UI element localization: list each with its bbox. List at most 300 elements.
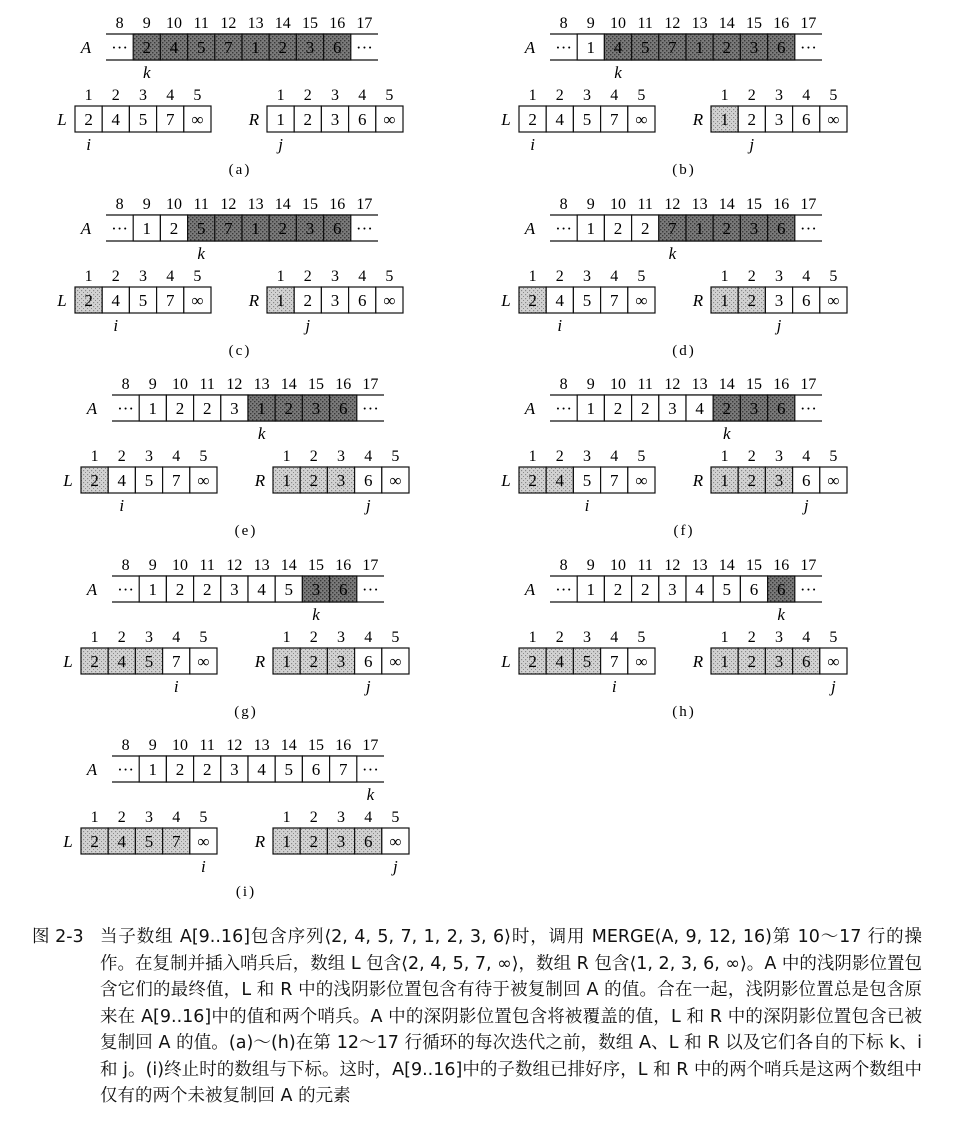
- panel-b: [500, 15, 847, 178]
- array-l-index-label: 4: [172, 809, 181, 826]
- array-a-index-label: 10: [172, 376, 188, 393]
- array-a-cell-value: 3: [230, 399, 239, 418]
- array-a-index-label: 16: [329, 15, 346, 32]
- array-l-label: L: [63, 832, 73, 851]
- array-a-index-label: 14: [718, 196, 735, 213]
- array-r-index-label: 2: [747, 268, 756, 285]
- array-a-cell-value: 2: [284, 399, 294, 418]
- array-a-index-label: 13: [253, 737, 270, 754]
- array-r-cell-value: ∞: [389, 652, 402, 671]
- panel-label: (f): [673, 523, 695, 539]
- array-r-index-label: 3: [337, 809, 345, 826]
- array-r-index-label: 2: [303, 268, 312, 285]
- array-l-cell-value: ∞: [635, 291, 648, 310]
- array-a-cell-value: 7: [668, 219, 677, 238]
- array-a-label: A: [80, 219, 92, 238]
- array-a-cell-value: 6: [338, 399, 348, 418]
- array-a-index-label: 8: [559, 196, 568, 213]
- array-r-index-label: 2: [309, 448, 318, 465]
- array-a-index-label: 11: [199, 376, 215, 393]
- k-marker: k: [366, 785, 375, 804]
- array-l-cell-value: 4: [555, 652, 565, 671]
- array-a-index-label: 13: [253, 557, 270, 574]
- array-l-cell-value: 5: [138, 110, 148, 129]
- array-l-index-label: 2: [117, 629, 126, 646]
- array-a-cell-value: 4: [257, 580, 266, 599]
- array-a-cell-value: 2: [169, 219, 179, 238]
- array-a-index-label: 15: [746, 15, 762, 32]
- k-marker: k: [777, 605, 785, 624]
- array-l-index-label: 3: [145, 448, 153, 465]
- array-l-cell-value: 2: [84, 110, 93, 129]
- array-a-ellipsis: ···: [799, 38, 817, 57]
- array-l-cell-value: ∞: [197, 652, 210, 671]
- array-l-index-label: 3: [583, 629, 591, 646]
- array-l-index-label: 2: [555, 629, 564, 646]
- array-l-cell-value: 4: [111, 291, 121, 310]
- array-a-cell-value: 2: [175, 580, 185, 599]
- array-a-index-label: 10: [610, 196, 626, 213]
- array-r-cell-value: 1: [282, 471, 291, 490]
- array-r-index-label: 3: [337, 448, 345, 465]
- array-r-index-label: 3: [775, 87, 783, 104]
- array-l-index-label: 5: [199, 809, 208, 826]
- array-l-cell-value: ∞: [635, 110, 648, 129]
- array-a-cell-value: 5: [284, 760, 294, 779]
- array-a-index-label: 13: [247, 15, 264, 32]
- array-l-cell-value: 5: [144, 832, 154, 851]
- array-a-index-label: 9: [586, 15, 595, 32]
- array-l-index-label: 5: [199, 629, 208, 646]
- array-r-index-label: 3: [775, 268, 783, 285]
- array-l-label: L: [63, 652, 73, 671]
- array-r-cell-value: ∞: [383, 110, 396, 129]
- array-a-index-label: 8: [121, 737, 130, 754]
- array-a-cell-value: 6: [776, 219, 786, 238]
- array-a-index-label: 14: [718, 557, 735, 574]
- array-a-cell-value: 6: [338, 580, 348, 599]
- array-l-index-label: 3: [583, 448, 591, 465]
- panel-label: (a): [228, 162, 252, 178]
- array-l-cell-value: 4: [117, 471, 127, 490]
- array-a-index-label: 12: [226, 557, 243, 574]
- array-l-index-label: 2: [117, 809, 126, 826]
- array-a-index-label: 13: [247, 196, 264, 213]
- array-a-index-label: 8: [559, 15, 568, 32]
- array-l-index-label: 2: [111, 87, 120, 104]
- array-l-cell-value: 2: [84, 291, 93, 310]
- array-l-cell-value: 2: [528, 652, 537, 671]
- array-l-cell-value: 2: [528, 110, 537, 129]
- array-l-index-label: 1: [90, 809, 99, 826]
- array-a-cell-value: 3: [749, 219, 759, 238]
- j-marker: j: [776, 316, 782, 335]
- array-l-index-label: 1: [528, 268, 537, 285]
- array-r-index-label: 3: [337, 629, 345, 646]
- array-a-index-label: 17: [362, 376, 379, 393]
- array-a-cell-value: 1: [251, 38, 260, 57]
- i-marker: i: [557, 316, 563, 335]
- k-marker: k: [668, 244, 677, 263]
- array-a-index-label: 15: [302, 196, 318, 213]
- array-a-index-label: 13: [691, 557, 708, 574]
- array-l-index-label: 2: [555, 448, 564, 465]
- k-marker: k: [197, 244, 205, 263]
- array-r-index-label: 5: [829, 87, 838, 104]
- array-a-cell-value: 6: [332, 38, 342, 57]
- array-a-index-label: 17: [362, 737, 379, 754]
- array-a-index-label: 8: [121, 376, 130, 393]
- panels-root: [56, 15, 847, 900]
- array-a-index-label: 16: [773, 15, 790, 32]
- array-r-cell-value: ∞: [827, 471, 840, 490]
- array-r-cell-value: 1: [282, 652, 291, 671]
- array-l-index-label: 1: [84, 87, 93, 104]
- array-r-index-label: 4: [364, 629, 373, 646]
- k-marker: k: [614, 63, 622, 82]
- array-a-cell-value: 5: [196, 38, 206, 57]
- array-a-ellipsis: ···: [355, 219, 373, 238]
- array-l-index-label: 5: [199, 448, 208, 465]
- array-a-cell-value: 3: [230, 760, 239, 779]
- array-a-index-label: 12: [226, 737, 243, 754]
- array-r-index-label: 1: [720, 448, 729, 465]
- array-l-cell-value: 4: [555, 471, 565, 490]
- array-a-cell-value: 1: [586, 38, 596, 57]
- panel-f: [500, 376, 847, 539]
- array-a-index-label: 15: [302, 15, 318, 32]
- array-a-index-label: 16: [335, 557, 352, 574]
- i-marker: i: [119, 496, 125, 515]
- array-l-index-label: 1: [90, 629, 99, 646]
- array-r-cell-value: 2: [747, 652, 757, 671]
- array-a-ellipsis: ···: [555, 580, 573, 599]
- i-marker: i: [113, 316, 119, 335]
- array-a-index-label: 13: [691, 376, 708, 393]
- array-a-index-label: 17: [356, 15, 373, 32]
- array-a-index-label: 14: [280, 557, 297, 574]
- array-a-cell-value: 2: [142, 38, 152, 57]
- array-r-cell-value: 6: [363, 471, 373, 490]
- array-l-label: L: [501, 471, 511, 490]
- array-a-index-label: 9: [586, 196, 595, 213]
- array-a-index-label: 15: [308, 557, 324, 574]
- array-a-cell-value: 1: [148, 399, 158, 418]
- array-a-cell-value: 2: [202, 580, 212, 599]
- array-r-cell-value: 2: [303, 291, 313, 310]
- array-a-index-label: 10: [172, 557, 188, 574]
- array-l-cell-value: 2: [90, 652, 99, 671]
- array-l-index-label: 1: [90, 448, 99, 465]
- array-a-cell-value: 5: [722, 580, 732, 599]
- array-r-index-label: 5: [385, 87, 394, 104]
- array-a-label: A: [524, 580, 536, 599]
- i-marker: i: [86, 135, 91, 154]
- array-l-cell-value: 7: [609, 652, 619, 671]
- array-a-index-label: 17: [356, 196, 373, 213]
- array-r-label: R: [254, 652, 266, 671]
- array-a-ellipsis: ···: [799, 219, 817, 238]
- array-r-cell-value: ∞: [383, 291, 396, 310]
- array-r-cell-value: 6: [357, 291, 367, 310]
- array-a-cell-value: 2: [278, 219, 288, 238]
- array-r-index-label: 1: [282, 809, 291, 826]
- array-l-cell-value: 4: [111, 110, 121, 129]
- array-r-cell-value: 1: [720, 110, 729, 129]
- array-l-index-label: 4: [172, 629, 181, 646]
- array-r-cell-value: 2: [747, 471, 757, 490]
- array-a-cell-value: 2: [640, 580, 650, 599]
- array-a-cell-value: 7: [338, 760, 348, 779]
- panel-label: (b): [672, 162, 696, 178]
- array-r-cell-value: ∞: [389, 832, 402, 851]
- array-a-index-label: 9: [586, 376, 595, 393]
- panel-i: [62, 737, 409, 900]
- array-r-index-label: 1: [720, 629, 729, 646]
- array-r-cell-value: 1: [276, 110, 285, 129]
- array-a-index-label: 16: [329, 196, 346, 213]
- array-r-index-label: 1: [282, 448, 291, 465]
- array-a-label: A: [80, 38, 92, 57]
- array-a-ellipsis: ···: [555, 38, 573, 57]
- array-r-cell-value: 2: [309, 652, 319, 671]
- array-a-cell-value: 4: [257, 760, 266, 779]
- array-l-cell-value: 7: [171, 652, 181, 671]
- array-a-cell-value: 3: [668, 580, 677, 599]
- array-r-cell-value: 3: [774, 110, 784, 129]
- array-r-cell-value: 3: [330, 291, 340, 310]
- array-l-index-label: 5: [637, 87, 646, 104]
- array-r-cell-value: 6: [801, 291, 811, 310]
- array-l-index-label: 1: [528, 87, 537, 104]
- array-a-index-label: 15: [308, 376, 324, 393]
- array-l-cell-value: 4: [117, 832, 127, 851]
- array-a-cell-value: 2: [278, 38, 288, 57]
- array-r-cell-value: 3: [774, 291, 784, 310]
- array-a-cell-value: 1: [695, 219, 704, 238]
- i-marker: i: [201, 857, 206, 876]
- panel-label: (d): [672, 343, 696, 359]
- array-a-index-label: 11: [199, 737, 215, 754]
- array-l-cell-value: 7: [165, 110, 175, 129]
- array-a-label: A: [524, 399, 536, 418]
- array-a-ellipsis: ···: [361, 399, 379, 418]
- array-a-cell-value: 2: [722, 38, 732, 57]
- array-l-cell-value: ∞: [191, 110, 204, 129]
- array-a-label: A: [86, 399, 98, 418]
- j-marker: j: [831, 677, 836, 696]
- k-marker: k: [143, 63, 151, 82]
- array-r-label: R: [254, 832, 266, 851]
- array-l-cell-value: 7: [609, 471, 619, 490]
- array-r-index-label: 4: [802, 629, 811, 646]
- array-r-index-label: 2: [747, 629, 756, 646]
- array-a-cell-value: 2: [202, 760, 212, 779]
- array-r-label: R: [692, 110, 704, 129]
- array-r-cell-value: ∞: [389, 471, 402, 490]
- array-a-ellipsis: ···: [117, 760, 135, 779]
- j-marker: j: [803, 496, 809, 515]
- array-a-index-label: 17: [800, 557, 817, 574]
- array-r-cell-value: 2: [309, 832, 319, 851]
- array-l-cell-value: 2: [90, 471, 99, 490]
- array-r-cell-value: ∞: [827, 110, 840, 129]
- array-r-index-label: 5: [829, 268, 838, 285]
- array-r-index-label: 3: [775, 629, 783, 646]
- array-a-label: A: [86, 760, 98, 779]
- array-a-cell-value: 4: [169, 38, 179, 57]
- array-r-cell-value: 2: [747, 291, 757, 310]
- array-a-index-label: 11: [637, 196, 653, 213]
- array-a-ellipsis: ···: [111, 219, 129, 238]
- array-a-index-label: 14: [718, 15, 735, 32]
- array-r-cell-value: ∞: [827, 652, 840, 671]
- array-r-label: R: [692, 471, 704, 490]
- i-marker: i: [611, 677, 617, 696]
- array-l-cell-value: 5: [582, 291, 592, 310]
- array-l-index-label: 3: [139, 268, 147, 285]
- array-a-cell-value: 6: [776, 399, 786, 418]
- i-marker: i: [530, 135, 535, 154]
- array-l-cell-value: 7: [171, 832, 181, 851]
- array-a-index-label: 10: [610, 557, 626, 574]
- array-l-cell-value: 2: [90, 832, 99, 851]
- array-a-cell-value: 3: [749, 399, 759, 418]
- array-a-index-label: 16: [773, 196, 790, 213]
- array-r-index-label: 1: [720, 268, 729, 285]
- array-a-index-label: 10: [610, 15, 626, 32]
- array-r-cell-value: 6: [801, 652, 811, 671]
- figure-caption: [32, 924, 922, 1110]
- array-r-index-label: 1: [720, 87, 729, 104]
- array-l-index-label: 2: [555, 268, 564, 285]
- array-a-index-label: 17: [800, 376, 817, 393]
- array-r-index-label: 2: [747, 87, 756, 104]
- array-a-index-label: 14: [274, 15, 291, 32]
- array-a-ellipsis: ···: [555, 399, 573, 418]
- array-a-cell-value: 2: [175, 760, 185, 779]
- array-a-cell-value: 4: [695, 580, 704, 599]
- array-l-cell-value: 5: [138, 291, 148, 310]
- array-l-cell-value: ∞: [191, 291, 204, 310]
- array-a-cell-value: 6: [749, 580, 759, 599]
- array-a-index-label: 15: [746, 557, 762, 574]
- array-l-cell-value: 2: [528, 291, 537, 310]
- array-r-index-label: 4: [364, 448, 373, 465]
- array-l-cell-value: 5: [144, 652, 154, 671]
- array-a-index-label: 11: [637, 376, 653, 393]
- array-a-index-label: 12: [664, 15, 681, 32]
- array-l-index-label: 1: [528, 629, 537, 646]
- array-a-cell-value: 2: [202, 399, 212, 418]
- array-a-cell-value: 2: [613, 580, 623, 599]
- array-a-cell-value: 3: [311, 399, 321, 418]
- array-r-index-label: 5: [829, 629, 838, 646]
- array-r-cell-value: 6: [801, 471, 811, 490]
- array-l-index-label: 5: [193, 87, 202, 104]
- array-l-cell-value: 7: [165, 291, 175, 310]
- panel-c: [56, 196, 403, 359]
- array-r-index-label: 3: [775, 448, 783, 465]
- panel-label: (g): [234, 704, 258, 720]
- array-l-cell-value: 2: [528, 471, 537, 490]
- array-r-index-label: 4: [802, 87, 811, 104]
- array-r-index-label: 2: [747, 448, 756, 465]
- array-r-label: R: [248, 110, 260, 129]
- array-l-index-label: 3: [583, 87, 591, 104]
- array-a-index-label: 10: [166, 196, 182, 213]
- array-a-cell-value: 2: [640, 399, 650, 418]
- array-l-cell-value: ∞: [197, 471, 210, 490]
- array-l-index-label: 2: [111, 268, 120, 285]
- array-r-index-label: 5: [391, 448, 400, 465]
- array-l-index-label: 1: [84, 268, 93, 285]
- array-a-index-label: 9: [148, 376, 157, 393]
- array-a-cell-value: 3: [305, 219, 315, 238]
- array-r-cell-value: 1: [276, 291, 285, 310]
- array-a-index-label: 9: [142, 15, 151, 32]
- array-a-index-label: 13: [691, 15, 708, 32]
- array-l-index-label: 4: [166, 268, 175, 285]
- array-r-index-label: 5: [385, 268, 394, 285]
- array-a-index-label: 17: [800, 15, 817, 32]
- array-a-index-label: 11: [199, 557, 215, 574]
- array-r-label: R: [254, 471, 266, 490]
- array-r-index-label: 4: [802, 448, 811, 465]
- panel-e: [62, 376, 409, 539]
- array-a-cell-value: 7: [224, 38, 233, 57]
- array-l-index-label: 4: [166, 87, 175, 104]
- array-a-cell-value: 5: [196, 219, 206, 238]
- array-r-index-label: 2: [309, 809, 318, 826]
- array-r-cell-value: 2: [303, 110, 313, 129]
- array-a-cell-value: 1: [586, 219, 596, 238]
- array-a-ellipsis: ···: [117, 580, 135, 599]
- array-r-index-label: 1: [282, 629, 291, 646]
- i-marker: i: [173, 677, 179, 696]
- array-a-cell-value: 4: [613, 38, 623, 57]
- array-a-cell-value: 1: [148, 580, 158, 599]
- array-r-cell-value: 6: [357, 110, 367, 129]
- array-r-index-label: 5: [391, 629, 400, 646]
- array-a-index-label: 9: [148, 557, 157, 574]
- panel-label: (c): [228, 343, 252, 359]
- panel-h: [500, 557, 847, 720]
- array-l-label: L: [63, 471, 73, 490]
- array-a-index-label: 17: [362, 557, 379, 574]
- array-a-index-label: 13: [691, 196, 708, 213]
- array-a-index-label: 15: [746, 376, 762, 393]
- array-r-index-label: 3: [331, 87, 339, 104]
- array-l-cell-value: ∞: [635, 471, 648, 490]
- array-l-cell-value: ∞: [197, 832, 210, 851]
- array-a-index-label: 10: [610, 376, 626, 393]
- array-l-cell-value: 5: [582, 652, 592, 671]
- array-l-index-label: 5: [637, 629, 646, 646]
- array-a-index-label: 12: [226, 376, 243, 393]
- array-a-label: A: [524, 38, 536, 57]
- array-a-cell-value: 5: [640, 38, 650, 57]
- k-marker: k: [257, 424, 266, 443]
- array-a-cell-value: 2: [722, 399, 732, 418]
- array-r-cell-value: 1: [282, 832, 291, 851]
- array-a-index-label: 15: [308, 737, 324, 754]
- array-a-label: A: [86, 580, 98, 599]
- array-a-ellipsis: ···: [111, 38, 129, 57]
- j-marker: j: [749, 135, 755, 154]
- array-a-cell-value: 3: [749, 38, 759, 57]
- array-r-cell-value: 3: [336, 471, 346, 490]
